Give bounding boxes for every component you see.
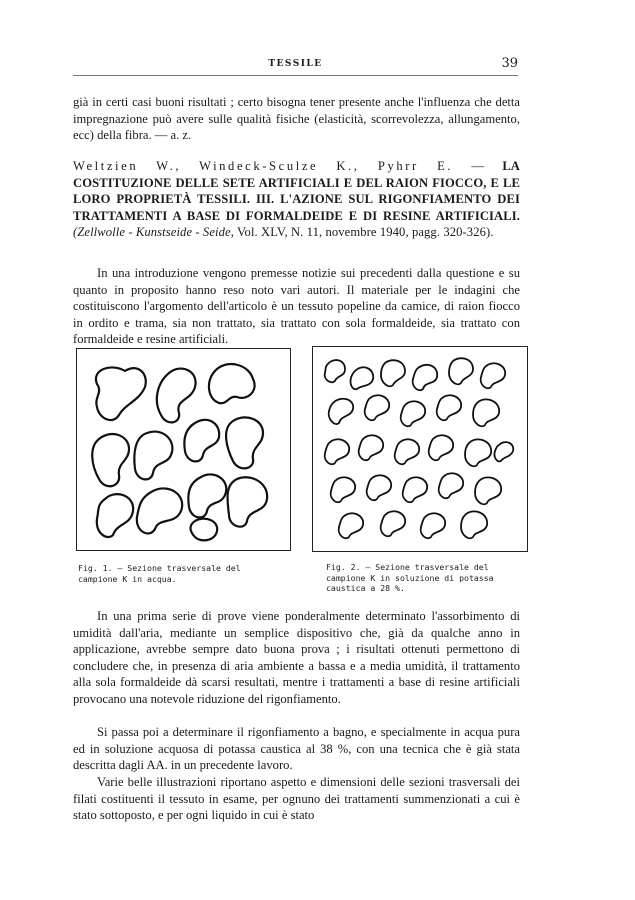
cross-section-shape bbox=[359, 435, 384, 460]
cross-section-shape bbox=[325, 439, 350, 464]
cross-section-shape bbox=[449, 358, 473, 384]
cross-section-shape bbox=[465, 439, 491, 466]
cross-section-shape bbox=[92, 434, 129, 486]
cross-section-shape bbox=[188, 474, 226, 517]
cross-section-shape bbox=[365, 395, 390, 420]
figure-1-caption: Fig. 1. — Sezione trasversale del campione K in acqua. bbox=[78, 563, 241, 584]
cross-section-shape bbox=[381, 511, 406, 536]
paragraph-illustrations: Varie belle illustrazioni riportano aspetto e dimensioni delle sezioni trasversali dei filati costituenti il tessuto in esame, per ognuno dei trattamenti summenzionati a cui è stato sottoposto, e per ogni liquido in cui è stato bbox=[73, 775, 520, 822]
reference-authors: Weltzien W., Windeck-Sculze K., Pyhrr E. — bbox=[73, 159, 487, 173]
cross-section-shape bbox=[329, 399, 354, 424]
cross-section-shape bbox=[227, 477, 267, 526]
reference-source bbox=[73, 225, 494, 239]
paragraph-moisture-absorption: In una prima serie di prove viene ponderalmente determinato l'assorbimento di umidità dall'aria, mediante un semplice dispositivo che, già da qualche anno in applicazione, avrebbe sempre dato buona prova ; i risultati ottenuti permettono di concludere che, in presenza di aria ambiente a bassa e a media umidità, il trattamento alla sola formaldeide dà scarsi resultati, mentre i trattamenti a base di resine artificiali provocano una notevole riduzione del rigonfiamento. bbox=[73, 609, 520, 706]
cross-section-shape bbox=[421, 513, 446, 538]
cross-section-shape bbox=[331, 477, 356, 502]
cross-section-shape bbox=[325, 360, 345, 382]
page-number: 39 bbox=[501, 56, 518, 71]
running-title: TESSILE bbox=[268, 59, 323, 69]
cross-section-shape bbox=[137, 488, 182, 533]
cross-section-shape bbox=[473, 399, 499, 426]
reference-journal: (Zellwolle - Kunstseide - Seide, bbox=[73, 225, 234, 239]
cross-section-shape bbox=[381, 360, 405, 386]
cross-section-shape bbox=[351, 367, 374, 389]
cross-section-shape bbox=[401, 401, 426, 426]
figure-2-svg bbox=[313, 347, 527, 551]
cross-section-shape bbox=[191, 519, 218, 541]
figure-2-caption: Fig. 2. — Sezione trasversale del campione K in soluzione di potassa caustica a 28 %. bbox=[326, 562, 494, 593]
cross-section-shape bbox=[226, 417, 263, 468]
page-header bbox=[73, 55, 518, 76]
intro-paragraph: già in certi casi buoni risultati ; certo bisogna tener presente anche l'influenza che detta impregnazione può avere sulle qualità fisiche (elasticità, scorrevolezza, allungamento, ecc) della fibra. — a. z. bbox=[73, 95, 520, 142]
cross-section-shape bbox=[475, 477, 501, 504]
cross-section-shape bbox=[395, 439, 420, 464]
reference-title: LA COSTITUZIONE DELLE SETE ARTIFICIALI E DEL RAION FIOCCO, E LE LORO PROPRIETÀ TESSILI. III. L'AZIONE SUL RIGONFIAMENTO DEI TRATTAMENTI A BASE DI FORMALDEIDE E DI RESINE ARTIFICIALI. bbox=[73, 159, 521, 223]
cross-section-shape bbox=[461, 511, 487, 538]
paragraph-introduction: In una introduzione vengono premesse notizie sui precedenti dalla questione e su quanto in proposito hanno reso noto vari autori. Il materiale per le indagini che costituiscono l'argomento dell'articolo è un tessuto popeline da camice, di raion fiocco in ordito e trama, sia non trattato, sia trattato con sola formaldeide, sia trattato con formaldeide e resine artificiali. bbox=[73, 266, 520, 346]
cross-section-shape bbox=[429, 435, 454, 460]
paragraph-swelling-test: Si passa poi a determinare il rigonfiamento a bagno, e specialmente in acqua pura ed in soluzione acquosa di potassa caustica al 38 %, con una tecnica che è già stata descritta dagli AA. in un precedente lavoro. bbox=[73, 725, 520, 772]
cross-section-shape bbox=[439, 473, 464, 498]
cross-section-shape bbox=[97, 494, 133, 537]
cross-section-shape bbox=[134, 432, 172, 480]
cross-section-shape bbox=[367, 475, 392, 500]
figure-2-illustration bbox=[312, 346, 528, 552]
figure-1-illustration bbox=[76, 348, 291, 551]
cross-section-shape bbox=[339, 513, 364, 538]
cross-section-shape bbox=[209, 364, 255, 403]
figure-1-svg bbox=[77, 349, 290, 550]
cross-section-shape bbox=[481, 363, 506, 388]
bibliographic-reference bbox=[73, 158, 520, 241]
cross-section-shape bbox=[413, 365, 438, 390]
cross-section-shape bbox=[494, 442, 513, 461]
cross-section-shape bbox=[96, 367, 146, 420]
cross-section-shape bbox=[157, 369, 196, 423]
cross-section-shape bbox=[184, 420, 219, 462]
cross-section-shape bbox=[437, 395, 462, 420]
reference-details: Vol. XLV, N. 11, novembre 1940, pagg. 320-326). bbox=[236, 225, 494, 239]
cross-section-shape bbox=[403, 477, 428, 502]
